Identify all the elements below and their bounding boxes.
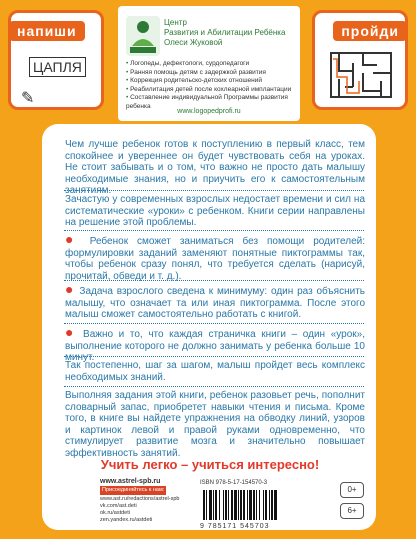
dotted-divider [64, 356, 364, 357]
heron-word: ЦАПЛЯ [29, 57, 86, 77]
maze-label: пройди [333, 21, 407, 41]
dotted-divider [64, 323, 364, 324]
services-list [126, 60, 296, 111]
age-rating-bottom: 6+ [340, 503, 364, 519]
paragraph-5: ● Важно и то, что каждая страничка книги – один «урок», выполнение которого не должно занимать у ребенка больше 10 минут. [65, 324, 365, 363]
maze-task-tile [312, 10, 408, 110]
service-item: • Ранняя помощь детям с задержкой развития [126, 69, 296, 78]
publisher-info [100, 478, 200, 524]
paragraph-7: Выполняя задания этой книги, ребенок разовьет речь, пополнит словарный запас, приобретет навыки чтения и письма. Кроме того, в книге вы найдете упражнения на обводку линий, узоров и картинок левой и правой руками одновременно, что стимулирует развитие мозга и значительно повышает эффективность занятий. [65, 390, 365, 459]
publisher-site[interactable]: www.astrel-spb.ru [100, 478, 161, 485]
bullet-icon: ● [65, 324, 84, 340]
paragraph-2: Зачастую у современных взрослых недостает времени и сил на систематические «уроки» с ребенком. Книги серии направлены на решение этой проблемы. [65, 194, 365, 228]
publisher-link[interactable]: ok.ru/astdeti [100, 510, 130, 516]
logopedprofi-logo-icon [126, 16, 160, 56]
paragraph-1: Чем лучше ребенок готов к поступлению в первый класс, тем спокойнее и увереннее он будет чувствовать себя на уроках. Не стоит забывать и о том, что важно не просто дать малышу необходимые знания, но и приучить его к самостоятельным занятиям. [65, 139, 365, 196]
publisher-link[interactable]: zen.yandex.ru/astdeti [100, 517, 153, 523]
bullet-icon: ● [65, 281, 80, 297]
join-us-label: Присоединяйтесь к нам: [102, 487, 165, 493]
center-name: Центр Развития и Абилитации Ребёнка Олеси Жуковой [164, 18, 286, 47]
age-rating-top: 0+ [340, 482, 364, 498]
center-website[interactable]: www.logopedprofi.ru [177, 108, 241, 115]
barcode-number: 9 785171 545703 [200, 523, 270, 530]
dotted-divider [64, 280, 364, 281]
service-item: • Составление индивидуальной Программы развития ребенка [126, 94, 296, 111]
paragraph-4: ● Задача взрослого сведена к минимуму: один раз объяснить малышу, что означает та или иная пиктограмма. После этого малыш сможет самостоятельно работать с книгой. [65, 281, 365, 320]
pencil-icon: ✎ [21, 90, 35, 107]
write-label: напиши [9, 21, 85, 41]
publisher-link[interactable]: vk.com/ast.deti [100, 503, 137, 509]
center-card [118, 6, 300, 121]
motto: Учить легко – учиться интересно! [100, 457, 320, 472]
publisher-link[interactable]: www.ast.ru/redactions/astrel-spb [100, 496, 180, 502]
paragraph-6: Так постепенно, шаг за шагом, малыш пройдет весь комплекс необходимых знаний. [65, 360, 365, 383]
service-item: • Логопеды, дефектологи, сурдопедагоги [126, 60, 296, 69]
isbn: ISBN 978-5-17-154570-3 [200, 480, 268, 486]
dotted-divider [64, 190, 364, 191]
service-item: • Реабилитация детей после кохлеарной имплантации [126, 86, 296, 95]
bullet-icon: ● [65, 231, 90, 247]
dotted-divider [64, 386, 364, 387]
paragraph-3: ● Ребенок сможет заниматься без помощи родителей: формулировки заданий заменяют понятные пиктограммы так, чтобы ребенок сразу понял, что требуется сделать (нарисуй, прочитай, обведи и т. д.). [65, 231, 365, 282]
barcode [200, 488, 302, 522]
dotted-divider [64, 230, 364, 231]
maze-icon [329, 51, 393, 99]
service-item: • Коррекция родительско-детских отношений [126, 77, 296, 86]
write-task-tile [8, 10, 104, 110]
